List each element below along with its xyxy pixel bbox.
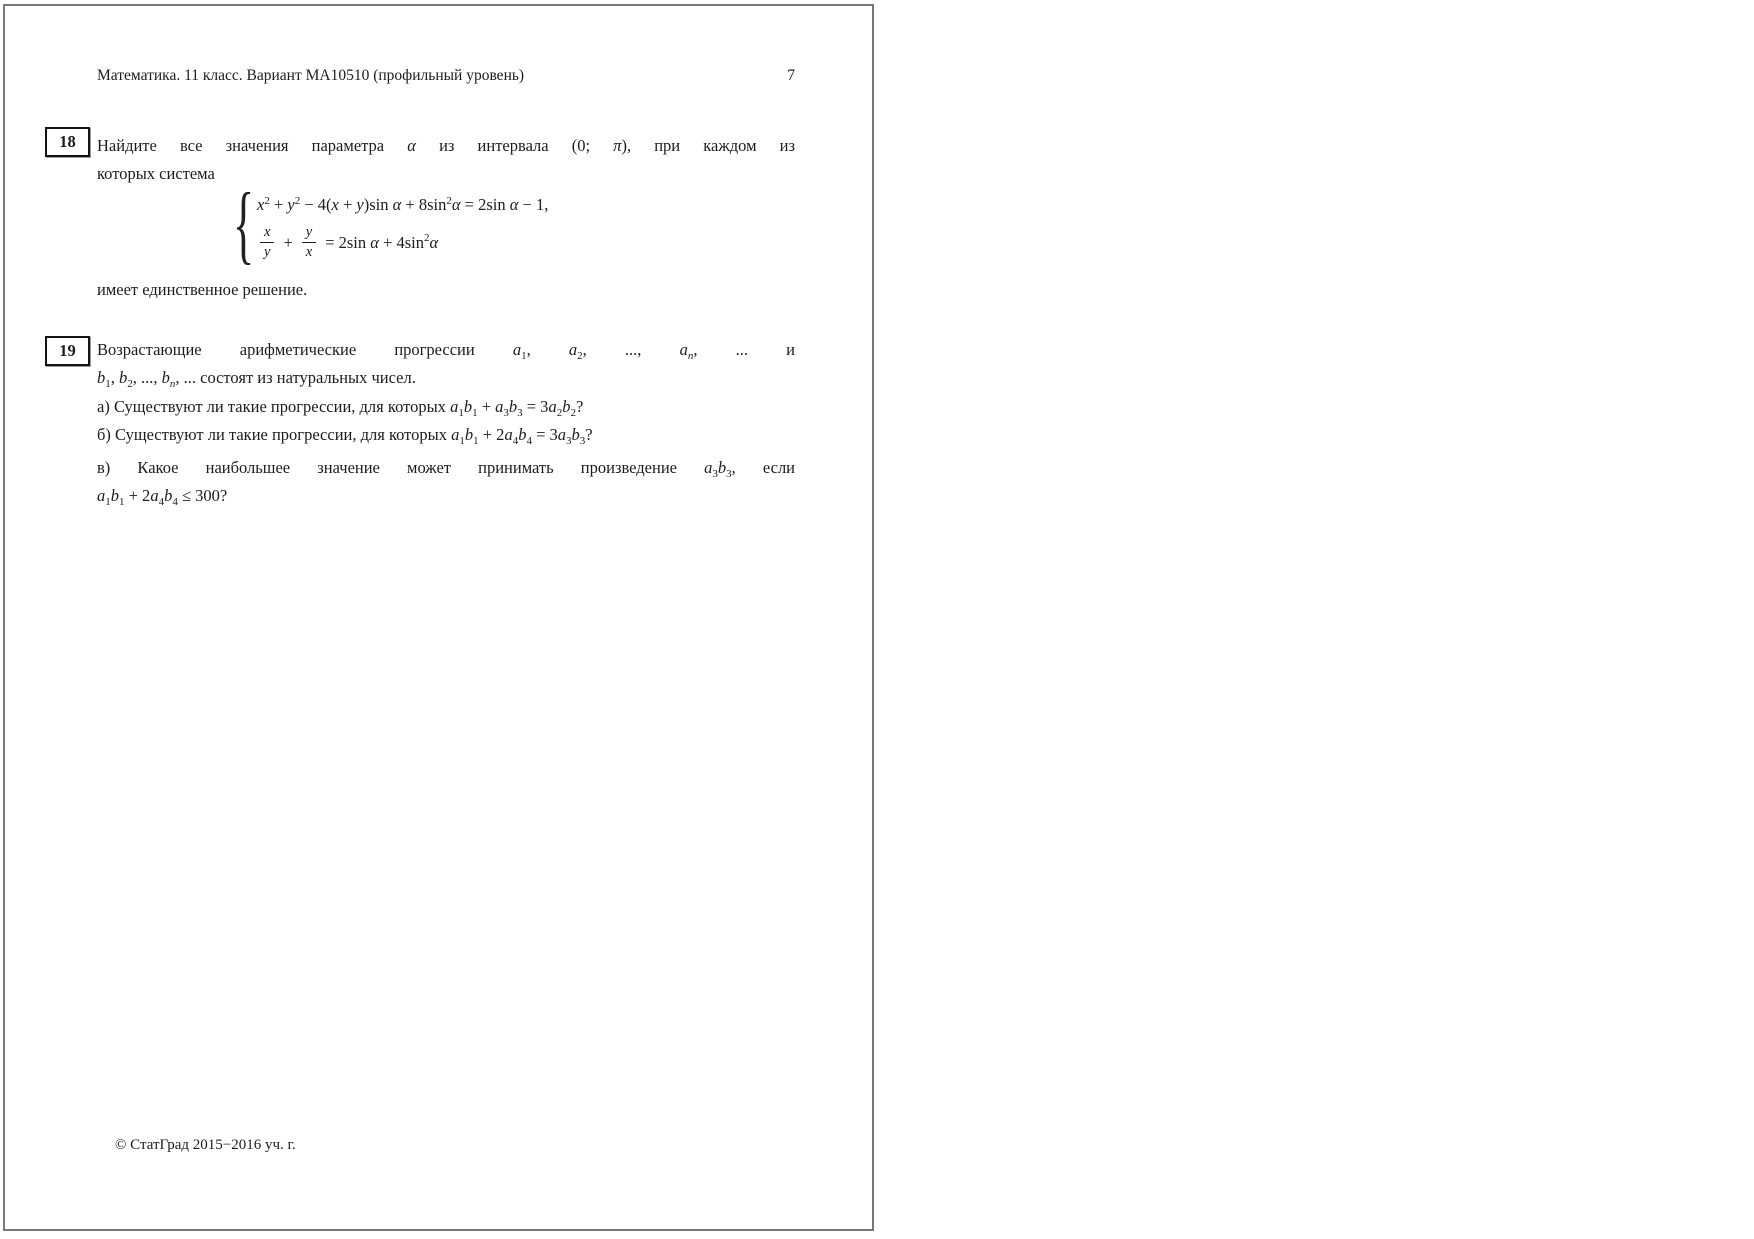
page-number: 7: [787, 67, 795, 84]
problem-19-item-a: а) Существуют ли такие прогрессии, для которых $a_1b_1 + a_3b_3 = 3a_2b_2$?: [97, 397, 584, 419]
page-sheet: [3, 4, 874, 1231]
problem-number-box-19: [45, 336, 90, 366]
system-of-equations: [233, 176, 549, 273]
problem-number-18: 18: [59, 132, 76, 151]
copyright-text: © СтатГрад 2015−2016 уч. г.: [115, 1137, 296, 1153]
problem-number-box-18: [45, 127, 90, 157]
page-header: [97, 62, 795, 90]
fraction-x-over-y: $\frac{x}{y}$: [260, 224, 274, 260]
equation-2: [257, 224, 548, 260]
problem-number-19: 19: [59, 341, 76, 360]
equation-2-rhs: = 2sin $\alpha + 4\sin^2\alpha$: [325, 232, 439, 252]
problem-19-item-v-line-2: $a_1b_1 + 2a_4b_4 \le 300$?: [97, 486, 228, 508]
fraction-y-over-x: $\frac{y}{x}$: [302, 224, 316, 260]
problem-18-line-2: которых система: [97, 164, 215, 183]
system-equations: [257, 189, 548, 260]
problem-19-line-2: $b_1$, $b_2$, ..., $b_n$, ... состоят из натуральных чисел.: [97, 368, 416, 390]
equation-1: $x^2 + y^2 - 4(x + y)\sin$ $\alpha + 8\sin^2\alpha = 2\sin$ α − 1,: [257, 194, 549, 215]
problem-19-item-v-line-1: в) Какое наибольшее значение может принимать произведение $a_3b_3$, если: [97, 458, 796, 480]
problem-19-line-1: Возрастающие арифметические прогрессии $a_1$, $a_2$, ..., $a_n$, ... и: [97, 340, 795, 362]
header-title: Математика. 11 класс. Вариант МА10510 (профильный уровень): [97, 67, 525, 84]
problem-19-item-b: б) Существуют ли такие прогрессии, для которых $a_1b_1 + 2a_4b_4 = 3a_3b_3$?: [97, 425, 593, 447]
problem-18-conclusion: имеет единственное решение.: [97, 280, 308, 299]
problem-18-line-1: Найдите все значения параметра α из интервала (0; π), при каждом из: [97, 136, 796, 155]
plus-sign: +: [283, 232, 293, 252]
system-brace: {: [233, 176, 255, 273]
page-footer: [115, 1134, 296, 1156]
